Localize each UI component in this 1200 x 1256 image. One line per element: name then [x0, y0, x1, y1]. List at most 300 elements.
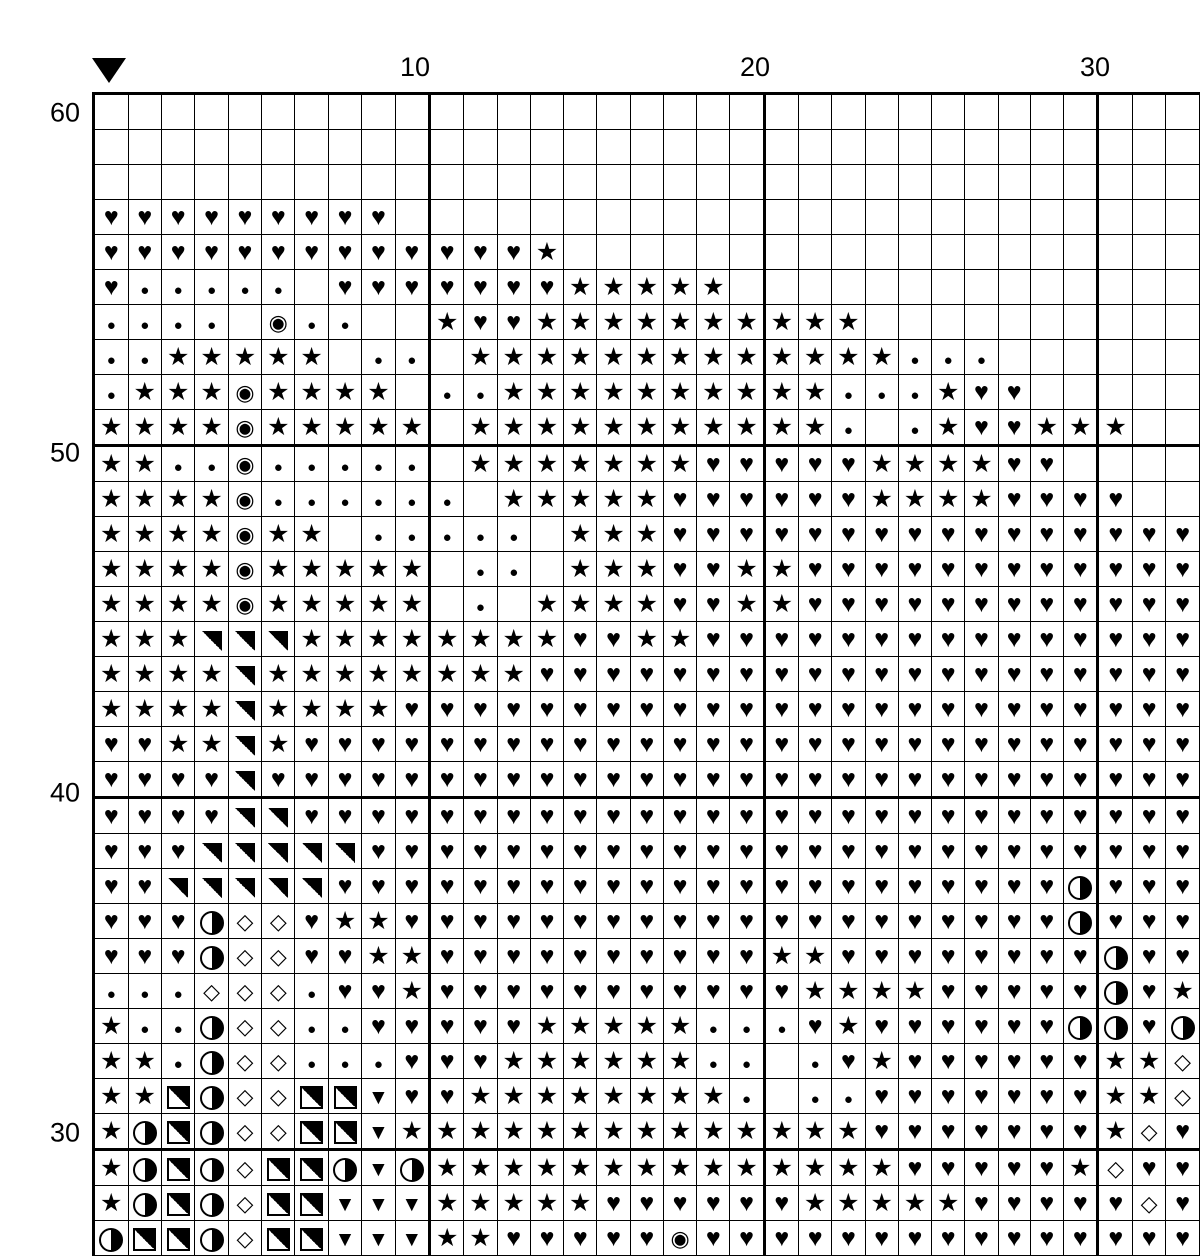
grid-cell[interactable] — [1132, 622, 1165, 657]
grid-cell[interactable] — [865, 1186, 898, 1221]
grid-cell[interactable] — [663, 482, 696, 517]
grid-cell[interactable] — [262, 375, 295, 410]
grid-cell[interactable] — [1098, 94, 1133, 130]
grid-cell[interactable] — [564, 974, 597, 1009]
grid-cell[interactable] — [162, 622, 195, 657]
grid-cell[interactable] — [328, 904, 362, 939]
grid-cell[interactable] — [1030, 798, 1063, 834]
grid-cell[interactable] — [764, 200, 798, 235]
grid-cell[interactable] — [262, 1150, 295, 1186]
grid-cell[interactable] — [464, 834, 497, 869]
grid-cell[interactable] — [162, 1044, 195, 1079]
grid-cell[interactable] — [94, 727, 129, 762]
grid-cell[interactable] — [162, 974, 195, 1009]
grid-cell[interactable] — [497, 974, 530, 1009]
grid-cell[interactable] — [630, 798, 663, 834]
grid-cell[interactable] — [965, 904, 998, 939]
grid-cell[interactable] — [497, 657, 530, 692]
grid-cell[interactable] — [597, 762, 630, 798]
grid-cell[interactable] — [1030, 692, 1063, 727]
grid-cell[interactable] — [730, 1044, 764, 1079]
grid-cell[interactable] — [697, 270, 730, 305]
grid-cell[interactable] — [162, 165, 195, 200]
grid-cell[interactable] — [94, 1079, 129, 1114]
grid-cell[interactable] — [663, 974, 696, 1009]
grid-cell[interactable] — [228, 200, 261, 235]
grid-cell[interactable] — [764, 235, 798, 270]
grid-cell[interactable] — [865, 1114, 898, 1150]
grid-cell[interactable] — [395, 834, 430, 869]
grid-cell[interactable] — [798, 622, 831, 657]
grid-cell[interactable] — [832, 798, 865, 834]
grid-cell[interactable] — [94, 692, 129, 727]
grid-cell[interactable] — [998, 622, 1030, 657]
grid-cell[interactable] — [94, 587, 129, 622]
grid-cell[interactable] — [1030, 974, 1063, 1009]
grid-cell[interactable] — [597, 657, 630, 692]
grid-cell[interactable] — [564, 446, 597, 482]
grid-cell[interactable] — [798, 305, 831, 340]
grid-cell[interactable] — [464, 446, 497, 482]
grid-cell[interactable] — [898, 552, 931, 587]
grid-cell[interactable] — [94, 375, 129, 410]
grid-cell[interactable] — [262, 200, 295, 235]
grid-cell[interactable] — [94, 446, 129, 482]
grid-cell[interactable] — [1063, 446, 1098, 482]
grid-cell[interactable] — [1132, 904, 1165, 939]
grid-cell[interactable] — [1030, 1221, 1063, 1256]
grid-cell[interactable] — [328, 1009, 362, 1044]
grid-cell[interactable] — [932, 1186, 965, 1221]
stitch-grid[interactable] — [92, 92, 1200, 1256]
grid-cell[interactable] — [898, 939, 931, 974]
grid-cell[interactable] — [295, 1079, 328, 1114]
grid-cell[interactable] — [328, 340, 362, 375]
grid-cell[interactable] — [798, 974, 831, 1009]
grid-cell[interactable] — [195, 305, 229, 340]
grid-cell[interactable] — [832, 657, 865, 692]
grid-cell[interactable] — [530, 939, 563, 974]
grid-cell[interactable] — [128, 762, 162, 798]
grid-cell[interactable] — [832, 410, 865, 446]
grid-cell[interactable] — [228, 410, 261, 446]
grid-cell[interactable] — [730, 482, 764, 517]
grid-cell[interactable] — [430, 552, 464, 587]
grid-cell[interactable] — [1063, 1009, 1098, 1044]
grid-cell[interactable] — [295, 130, 328, 165]
grid-cell[interactable] — [1063, 130, 1098, 165]
grid-cell[interactable] — [630, 270, 663, 305]
grid-cell[interactable] — [1063, 165, 1098, 200]
grid-cell[interactable] — [898, 1009, 931, 1044]
grid-cell[interactable] — [663, 1221, 696, 1256]
grid-cell[interactable] — [898, 517, 931, 552]
grid-cell[interactable] — [630, 622, 663, 657]
grid-cell[interactable] — [1098, 727, 1133, 762]
grid-cell[interactable] — [832, 1150, 865, 1186]
grid-cell[interactable] — [832, 974, 865, 1009]
grid-cell[interactable] — [128, 94, 162, 130]
grid-cell[interactable] — [195, 165, 229, 200]
grid-cell[interactable] — [932, 939, 965, 974]
grid-cell[interactable] — [764, 130, 798, 165]
grid-cell[interactable] — [798, 587, 831, 622]
grid-cell[interactable] — [965, 200, 998, 235]
grid-cell[interactable] — [162, 552, 195, 587]
grid-cell[interactable] — [395, 1044, 430, 1079]
grid-cell[interactable] — [998, 305, 1030, 340]
grid-cell[interactable] — [1063, 798, 1098, 834]
grid-cell[interactable] — [395, 1009, 430, 1044]
grid-cell[interactable] — [464, 517, 497, 552]
grid-cell[interactable] — [564, 939, 597, 974]
grid-cell[interactable] — [1063, 762, 1098, 798]
grid-cell[interactable] — [663, 94, 696, 130]
grid-cell[interactable] — [730, 375, 764, 410]
grid-cell[interactable] — [932, 762, 965, 798]
grid-cell[interactable] — [430, 482, 464, 517]
grid-cell[interactable] — [530, 200, 563, 235]
grid-cell[interactable] — [1166, 727, 1200, 762]
grid-cell[interactable] — [597, 305, 630, 340]
grid-cell[interactable] — [1132, 798, 1165, 834]
grid-cell[interactable] — [832, 1221, 865, 1256]
grid-cell[interactable] — [832, 727, 865, 762]
grid-cell[interactable] — [362, 798, 395, 834]
grid-cell[interactable] — [295, 587, 328, 622]
grid-cell[interactable] — [697, 587, 730, 622]
grid-cell[interactable] — [1098, 340, 1133, 375]
grid-cell[interactable] — [262, 446, 295, 482]
grid-cell[interactable] — [228, 270, 261, 305]
grid-cell[interactable] — [262, 305, 295, 340]
grid-cell[interactable] — [530, 340, 563, 375]
grid-cell[interactable] — [128, 1221, 162, 1256]
stitch-grid-wrapper[interactable] — [92, 92, 1200, 1252]
grid-cell[interactable] — [94, 165, 129, 200]
grid-cell[interactable] — [328, 94, 362, 130]
grid-cell[interactable] — [597, 1009, 630, 1044]
grid-cell[interactable] — [1166, 1114, 1200, 1150]
grid-cell[interactable] — [328, 1044, 362, 1079]
grid-cell[interactable] — [663, 165, 696, 200]
grid-cell[interactable] — [630, 974, 663, 1009]
grid-cell[interactable] — [362, 904, 395, 939]
grid-cell[interactable] — [530, 657, 563, 692]
grid-cell[interactable] — [1030, 1009, 1063, 1044]
grid-cell[interactable] — [865, 657, 898, 692]
grid-cell[interactable] — [597, 622, 630, 657]
grid-cell[interactable] — [1098, 552, 1133, 587]
grid-cell[interactable] — [530, 482, 563, 517]
grid-cell[interactable] — [663, 834, 696, 869]
grid-cell[interactable] — [328, 1150, 362, 1186]
grid-cell[interactable] — [362, 939, 395, 974]
grid-cell[interactable] — [764, 375, 798, 410]
grid-cell[interactable] — [564, 622, 597, 657]
grid-cell[interactable] — [362, 1150, 395, 1186]
grid-cell[interactable] — [832, 762, 865, 798]
grid-cell[interactable] — [1166, 130, 1200, 165]
grid-cell[interactable] — [898, 305, 931, 340]
grid-cell[interactable] — [362, 305, 395, 340]
grid-cell[interactable] — [530, 375, 563, 410]
grid-cell[interactable] — [730, 305, 764, 340]
grid-cell[interactable] — [697, 904, 730, 939]
grid-cell[interactable] — [865, 517, 898, 552]
grid-cell[interactable] — [295, 235, 328, 270]
grid-cell[interactable] — [898, 1186, 931, 1221]
grid-cell[interactable] — [195, 762, 229, 798]
grid-cell[interactable] — [94, 622, 129, 657]
grid-cell[interactable] — [865, 727, 898, 762]
grid-cell[interactable] — [262, 762, 295, 798]
grid-cell[interactable] — [865, 235, 898, 270]
grid-cell[interactable] — [1166, 552, 1200, 587]
grid-cell[interactable] — [362, 1186, 395, 1221]
grid-cell[interactable] — [764, 798, 798, 834]
grid-cell[interactable] — [932, 974, 965, 1009]
grid-cell[interactable] — [630, 657, 663, 692]
grid-cell[interactable] — [663, 305, 696, 340]
grid-cell[interactable] — [965, 1044, 998, 1079]
grid-cell[interactable] — [262, 798, 295, 834]
grid-cell[interactable] — [764, 974, 798, 1009]
grid-cell[interactable] — [998, 762, 1030, 798]
grid-cell[interactable] — [730, 587, 764, 622]
grid-cell[interactable] — [430, 622, 464, 657]
grid-cell[interactable] — [195, 375, 229, 410]
grid-cell[interactable] — [228, 692, 261, 727]
grid-cell[interactable] — [798, 869, 831, 904]
grid-cell[interactable] — [832, 270, 865, 305]
grid-cell[interactable] — [94, 1150, 129, 1186]
grid-cell[interactable] — [663, 375, 696, 410]
grid-cell[interactable] — [898, 657, 931, 692]
grid-cell[interactable] — [195, 517, 229, 552]
grid-cell[interactable] — [798, 1186, 831, 1221]
grid-cell[interactable] — [1166, 1150, 1200, 1186]
grid-cell[interactable] — [597, 1044, 630, 1079]
grid-cell[interactable] — [1030, 200, 1063, 235]
grid-cell[interactable] — [195, 200, 229, 235]
grid-cell[interactable] — [1063, 482, 1098, 517]
grid-cell[interactable] — [530, 130, 563, 165]
grid-cell[interactable] — [597, 552, 630, 587]
grid-cell[interactable] — [932, 165, 965, 200]
grid-cell[interactable] — [965, 270, 998, 305]
grid-cell[interactable] — [94, 94, 129, 130]
grid-cell[interactable] — [328, 446, 362, 482]
grid-cell[interactable] — [530, 235, 563, 270]
grid-cell[interactable] — [362, 482, 395, 517]
grid-cell[interactable] — [730, 270, 764, 305]
grid-cell[interactable] — [395, 270, 430, 305]
grid-cell[interactable] — [464, 340, 497, 375]
grid-cell[interactable] — [1098, 305, 1133, 340]
grid-cell[interactable] — [932, 1150, 965, 1186]
grid-cell[interactable] — [730, 235, 764, 270]
grid-cell[interactable] — [1166, 692, 1200, 727]
grid-cell[interactable] — [228, 904, 261, 939]
grid-cell[interactable] — [1030, 657, 1063, 692]
grid-cell[interactable] — [965, 235, 998, 270]
grid-cell[interactable] — [497, 834, 530, 869]
grid-cell[interactable] — [128, 657, 162, 692]
grid-cell[interactable] — [697, 340, 730, 375]
grid-cell[interactable] — [663, 130, 696, 165]
grid-cell[interactable] — [328, 1079, 362, 1114]
grid-cell[interactable] — [630, 939, 663, 974]
grid-cell[interactable] — [630, 1079, 663, 1114]
grid-cell[interactable] — [395, 200, 430, 235]
grid-cell[interactable] — [464, 375, 497, 410]
grid-cell[interactable] — [128, 622, 162, 657]
grid-cell[interactable] — [530, 762, 563, 798]
grid-cell[interactable] — [898, 1221, 931, 1256]
grid-cell[interactable] — [464, 587, 497, 622]
grid-cell[interactable] — [430, 834, 464, 869]
grid-cell[interactable] — [262, 517, 295, 552]
grid-cell[interactable] — [395, 869, 430, 904]
grid-cell[interactable] — [1030, 1114, 1063, 1150]
grid-cell[interactable] — [798, 939, 831, 974]
grid-cell[interactable] — [865, 974, 898, 1009]
grid-cell[interactable] — [395, 1186, 430, 1221]
grid-cell[interactable] — [764, 446, 798, 482]
grid-cell[interactable] — [430, 974, 464, 1009]
grid-cell[interactable] — [464, 869, 497, 904]
grid-cell[interactable] — [128, 869, 162, 904]
grid-cell[interactable] — [865, 1044, 898, 1079]
grid-cell[interactable] — [764, 587, 798, 622]
grid-cell[interactable] — [328, 517, 362, 552]
grid-cell[interactable] — [1063, 692, 1098, 727]
grid-cell[interactable] — [697, 410, 730, 446]
grid-cell[interactable] — [295, 1186, 328, 1221]
grid-cell[interactable] — [262, 482, 295, 517]
grid-cell[interactable] — [764, 517, 798, 552]
grid-cell[interactable] — [94, 130, 129, 165]
grid-cell[interactable] — [362, 657, 395, 692]
grid-cell[interactable] — [1030, 939, 1063, 974]
grid-cell[interactable] — [998, 482, 1030, 517]
grid-cell[interactable] — [295, 1044, 328, 1079]
grid-cell[interactable] — [430, 798, 464, 834]
grid-cell[interactable] — [1132, 340, 1165, 375]
grid-cell[interactable] — [228, 798, 261, 834]
grid-cell[interactable] — [228, 974, 261, 1009]
grid-cell[interactable] — [865, 834, 898, 869]
grid-cell[interactable] — [295, 200, 328, 235]
grid-cell[interactable] — [262, 235, 295, 270]
grid-cell[interactable] — [328, 798, 362, 834]
grid-cell[interactable] — [262, 340, 295, 375]
grid-cell[interactable] — [1166, 904, 1200, 939]
grid-cell[interactable] — [998, 798, 1030, 834]
grid-cell[interactable] — [932, 1044, 965, 1079]
grid-cell[interactable] — [663, 798, 696, 834]
grid-cell[interactable] — [1132, 1186, 1165, 1221]
grid-cell[interactable] — [630, 517, 663, 552]
grid-cell[interactable] — [395, 587, 430, 622]
grid-cell[interactable] — [128, 974, 162, 1009]
grid-cell[interactable] — [798, 657, 831, 692]
grid-cell[interactable] — [965, 165, 998, 200]
grid-cell[interactable] — [865, 340, 898, 375]
grid-cell[interactable] — [430, 1221, 464, 1256]
grid-cell[interactable] — [932, 587, 965, 622]
grid-cell[interactable] — [764, 1009, 798, 1044]
grid-cell[interactable] — [195, 1114, 229, 1150]
grid-cell[interactable] — [1063, 1221, 1098, 1256]
grid-cell[interactable] — [932, 200, 965, 235]
grid-cell[interactable] — [128, 446, 162, 482]
grid-cell[interactable] — [295, 904, 328, 939]
grid-cell[interactable] — [965, 1150, 998, 1186]
grid-cell[interactable] — [497, 130, 530, 165]
grid-cell[interactable] — [697, 94, 730, 130]
grid-cell[interactable] — [597, 727, 630, 762]
grid-cell[interactable] — [998, 1186, 1030, 1221]
grid-cell[interactable] — [228, 94, 261, 130]
grid-cell[interactable] — [832, 1114, 865, 1150]
grid-cell[interactable] — [362, 375, 395, 410]
grid-cell[interactable] — [1132, 762, 1165, 798]
grid-cell[interactable] — [865, 798, 898, 834]
grid-cell[interactable] — [262, 869, 295, 904]
grid-cell[interactable] — [430, 1186, 464, 1221]
grid-cell[interactable] — [932, 305, 965, 340]
grid-cell[interactable] — [730, 1186, 764, 1221]
grid-cell[interactable] — [932, 340, 965, 375]
grid-cell[interactable] — [764, 622, 798, 657]
grid-cell[interactable] — [697, 165, 730, 200]
grid-cell[interactable] — [1132, 657, 1165, 692]
grid-cell[interactable] — [530, 869, 563, 904]
grid-cell[interactable] — [697, 939, 730, 974]
grid-cell[interactable] — [965, 692, 998, 727]
grid-cell[interactable] — [530, 727, 563, 762]
grid-cell[interactable] — [1132, 517, 1165, 552]
grid-cell[interactable] — [798, 410, 831, 446]
grid-cell[interactable] — [630, 200, 663, 235]
grid-cell[interactable] — [697, 622, 730, 657]
grid-cell[interactable] — [530, 1009, 563, 1044]
grid-cell[interactable] — [1030, 622, 1063, 657]
grid-cell[interactable] — [395, 410, 430, 446]
grid-cell[interactable] — [730, 410, 764, 446]
grid-cell[interactable] — [1098, 904, 1133, 939]
grid-cell[interactable] — [497, 1114, 530, 1150]
grid-cell[interactable] — [630, 692, 663, 727]
grid-cell[interactable] — [832, 165, 865, 200]
grid-cell[interactable] — [530, 1150, 563, 1186]
grid-cell[interactable] — [832, 130, 865, 165]
grid-cell[interactable] — [262, 657, 295, 692]
grid-cell[interactable] — [195, 130, 229, 165]
grid-cell[interactable] — [530, 305, 563, 340]
grid-cell[interactable] — [430, 235, 464, 270]
grid-cell[interactable] — [998, 270, 1030, 305]
grid-cell[interactable] — [898, 1079, 931, 1114]
grid-cell[interactable] — [730, 1114, 764, 1150]
grid-cell[interactable] — [162, 904, 195, 939]
grid-cell[interactable] — [295, 410, 328, 446]
grid-cell[interactable] — [764, 1150, 798, 1186]
grid-cell[interactable] — [94, 340, 129, 375]
grid-cell[interactable] — [832, 1079, 865, 1114]
